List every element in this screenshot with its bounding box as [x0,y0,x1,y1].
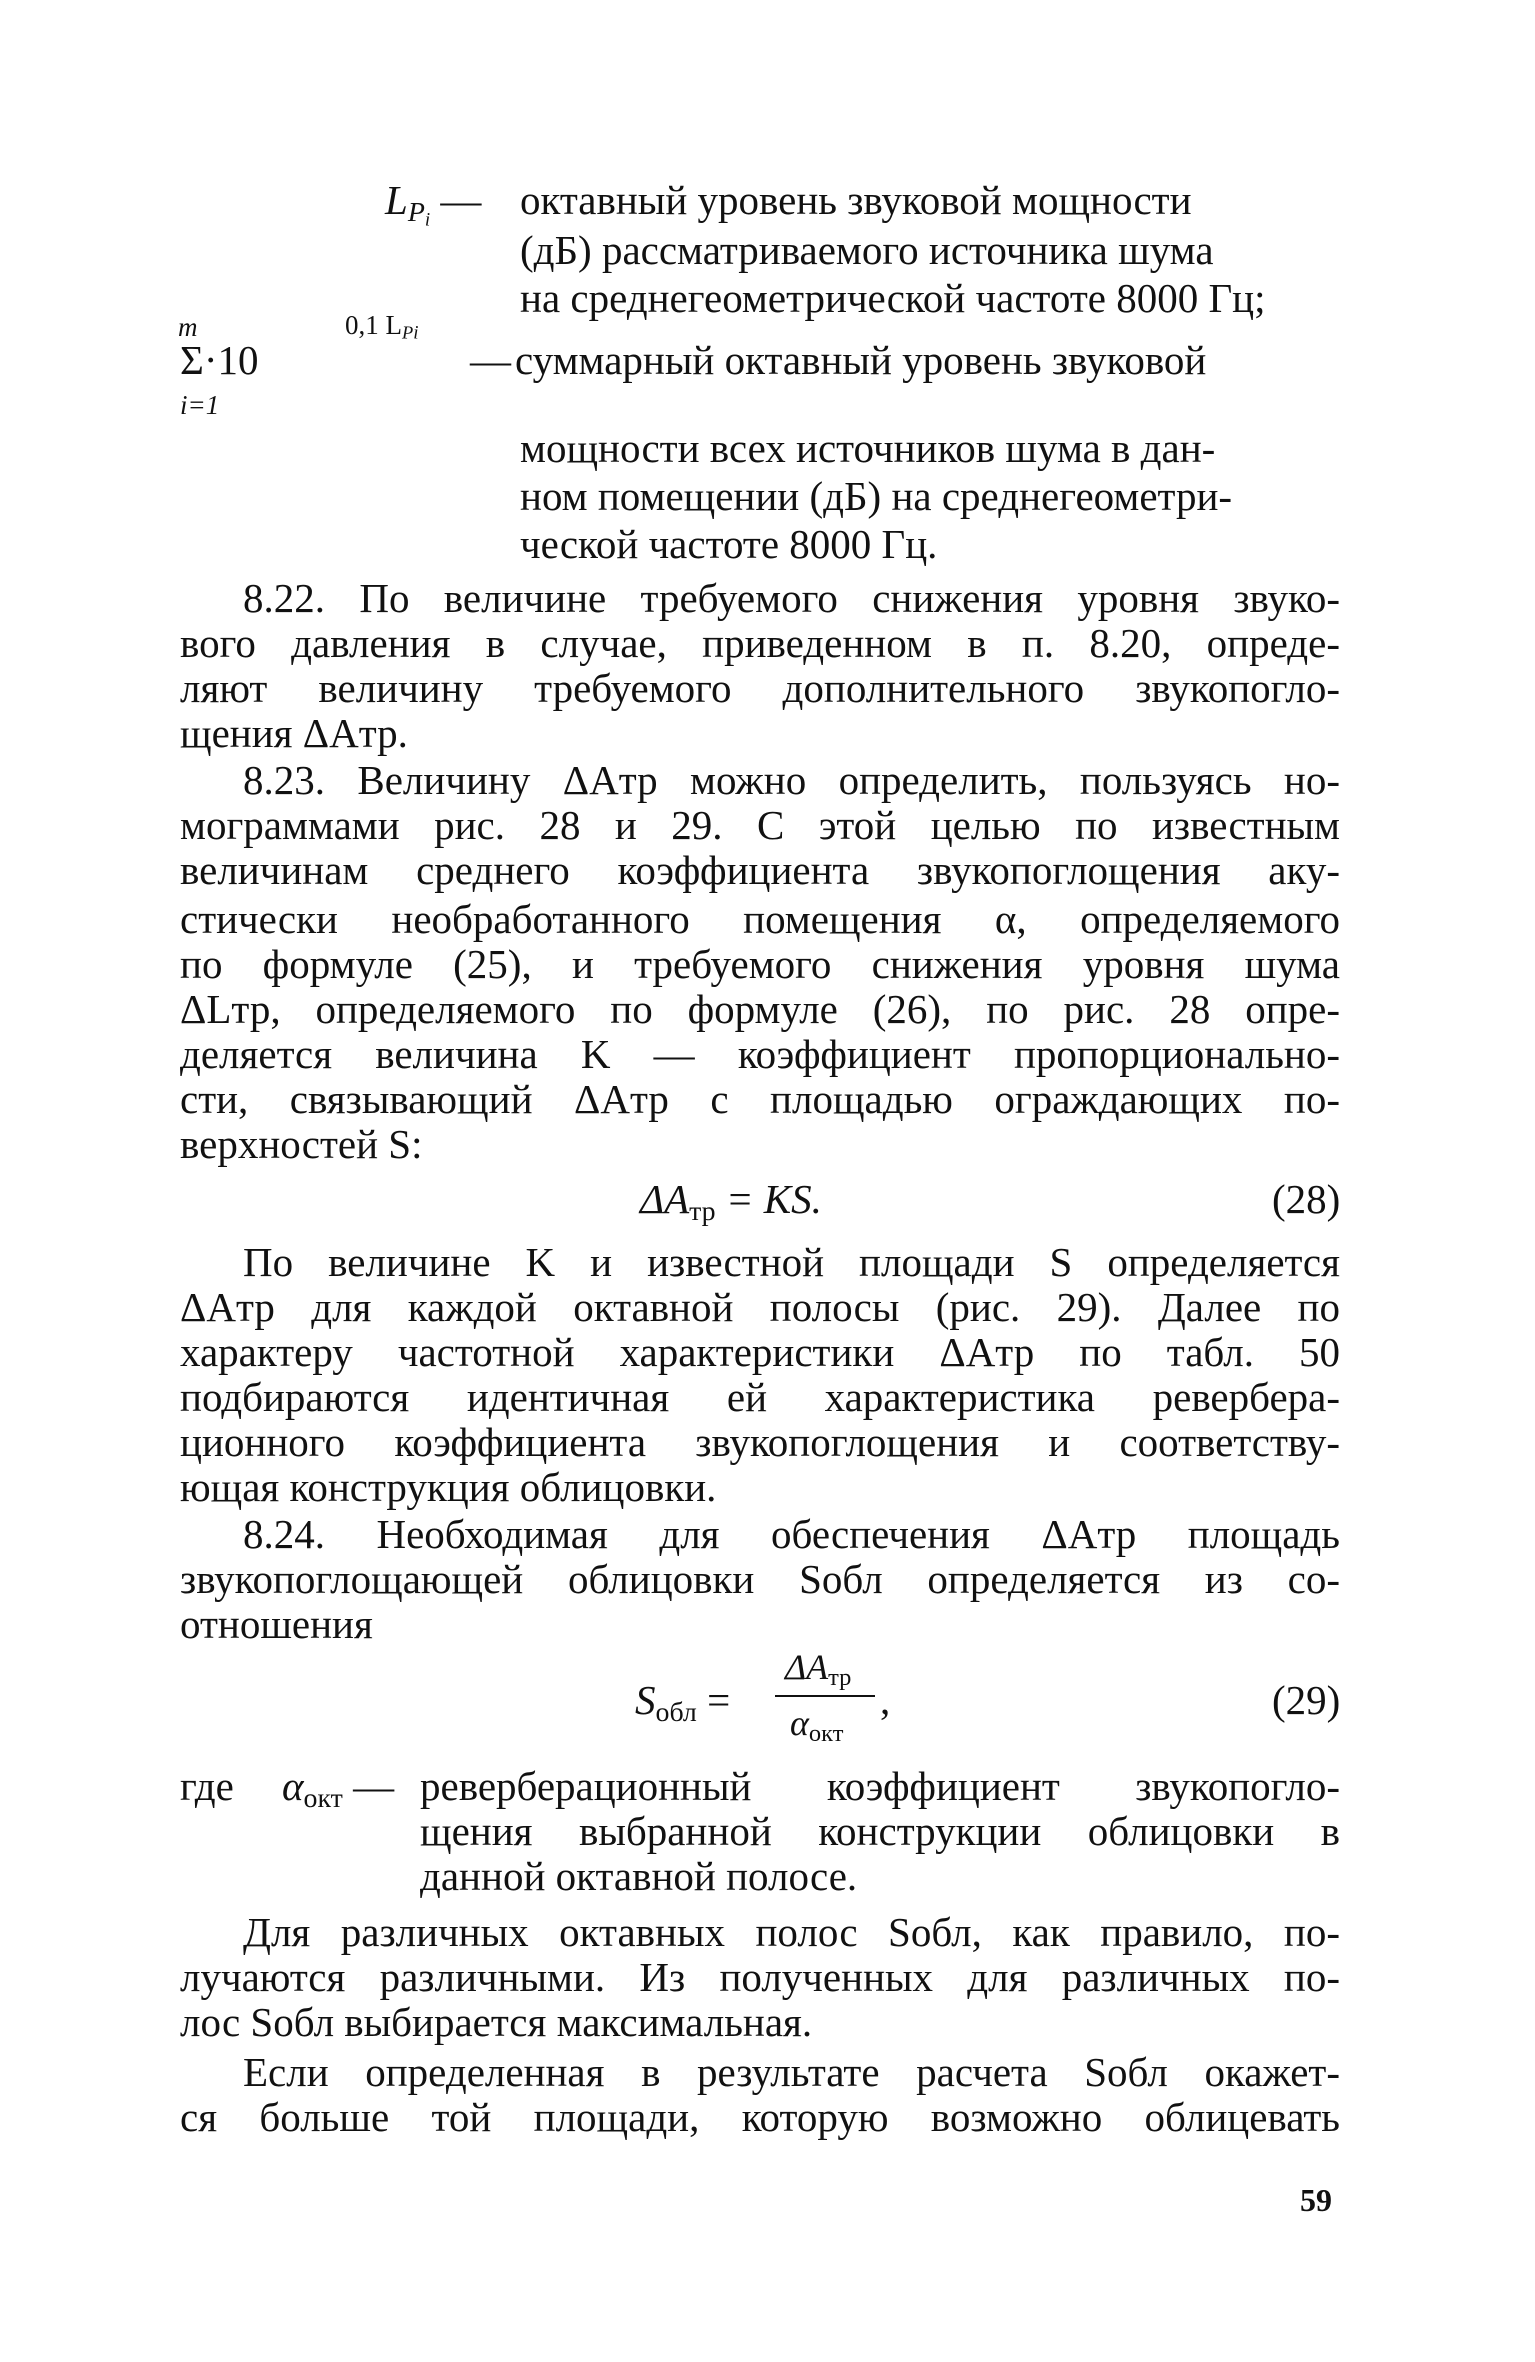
p823-line-9: верхностей S: [180,1121,423,1167]
formula-29-fraction-bar [775,1695,875,1697]
sum-exponent: 0,1 $L_{Pi}$ [345,310,419,344]
p-after28-line-6: ющая конструкция облицовки. [180,1464,717,1510]
p824-line-2: звукопоглощающей облицовки Sобл определяется из со- [180,1556,1340,1602]
p824-line-1: 8.24. Необходимая для обеспечения ΔAтр площадь [243,1511,1340,1557]
sum-upper-limit: m [178,312,198,342]
p823-line-7: деляется величина K — коэффициент пропорционально- [180,1031,1340,1077]
p823-line-1: 8.23. Величину ΔAтр можно определить, пользуясь но- [243,757,1340,803]
def-sum-line-2: мощности всех источников шума в дан- [520,425,1216,471]
p-if-line-1: Если определенная в результате расчета Sобл окажет- [243,2049,1340,2095]
p823-line-3: величинам среднего коэффициента звукопоглощения аку- [180,847,1340,893]
where-word: где [180,1763,234,1809]
p-various-line-1: Для различных октавных полос Sобл, как правило, по- [243,1909,1340,1955]
sum-dash: — [470,337,511,383]
p-if-line-2: ся больше той площади, которую возможно облицевать [180,2094,1340,2140]
formula-29-numerator: $\Delta A_{тр}$ [785,1647,852,1692]
where-line-3: данной октавной полосе. [420,1853,858,1899]
p824-line-3: отношения [180,1601,373,1647]
p-after28-line-1: По величине K и известной площади S определяется [243,1239,1340,1285]
p822-line-1: 8.22. По величине требуемого снижения уровня звуко- [243,575,1340,621]
p823-line-6: ΔLтр, определяемого по формуле (26), по рис. 28 опре- [180,986,1340,1032]
p823-line-5: по формуле (25), и требуемого снижения уровня шума [180,941,1340,987]
p823-line-2: мограммами рис. 28 и 29. С этой целью по известным [180,802,1340,848]
def-sum-line-3: ном помещении (дБ) на среднегеометри- [520,473,1233,519]
page-number: 59 [1300,2182,1332,2218]
formula-28-number: (28) [1272,1176,1341,1222]
def-sum-line-4: ческой частоте 8000 Гц. [520,521,938,567]
p822-line-2: вого давления в случае, приведенном в п. 8.20, опреде- [180,620,1340,666]
def-lp-line-3: на среднегеометрической частоте 8000 Гц; [520,275,1266,321]
p823-line-4: стически необработанного помещения α, определяемого [180,896,1340,942]
where-line-1: реверберационный коэффициент звукопогло- [420,1763,1340,1809]
p-after28-line-2: ΔAтр для каждой октавной полосы (рис. 29). Далее по [180,1284,1340,1330]
p-various-line-3: лос Sобл выбирается максимальная. [180,1999,813,2045]
p-after28-line-5: ционного коэффициента звукопоглощения и соответству- [180,1419,1340,1465]
formula-29-number: (29) [1272,1677,1341,1723]
formula-29-lhs: $S_{обл}$ = [635,1677,731,1728]
p-after28-line-4: подбираются идентичная ей характеристика ревербера- [180,1374,1340,1420]
p-various-line-2: лучаются различными. Из полученных для различных по- [180,1954,1340,2000]
p-after28-line-3: характеру частотной характеристики ΔAтр по табл. 50 [180,1329,1340,1375]
sum-lower-limit: i=1 [180,390,220,420]
def-lp-symbol: $L_{P_i}$ — [385,177,482,231]
p822-line-3: ляют величину требуемого дополнительного звукопогло- [180,665,1340,711]
where-symbol: $\alpha_{окт}$ — [282,1763,395,1814]
where-line-2: щения выбранной конструкции облицовки в [420,1808,1340,1854]
p823-line-8: сти, связывающий ΔAтр с площадью ограждающих по- [180,1076,1340,1122]
sum-sigma: Σ·10 [180,337,259,383]
p822-line-4: щения ΔAтр. [180,710,408,756]
formula-29-denominator: $\alpha_{окт}$ [790,1703,844,1748]
formula-29-comma: , [880,1677,891,1723]
def-sum-line-1: суммарный октавный уровень звуковой [515,337,1207,383]
def-lp-line-1: октавный уровень звуковой мощности [520,177,1192,223]
def-lp-line-2: (дБ) рассматриваемого источника шума [520,227,1214,273]
formula-28: $\Delta A_{тр}$ = KS. [640,1176,822,1227]
